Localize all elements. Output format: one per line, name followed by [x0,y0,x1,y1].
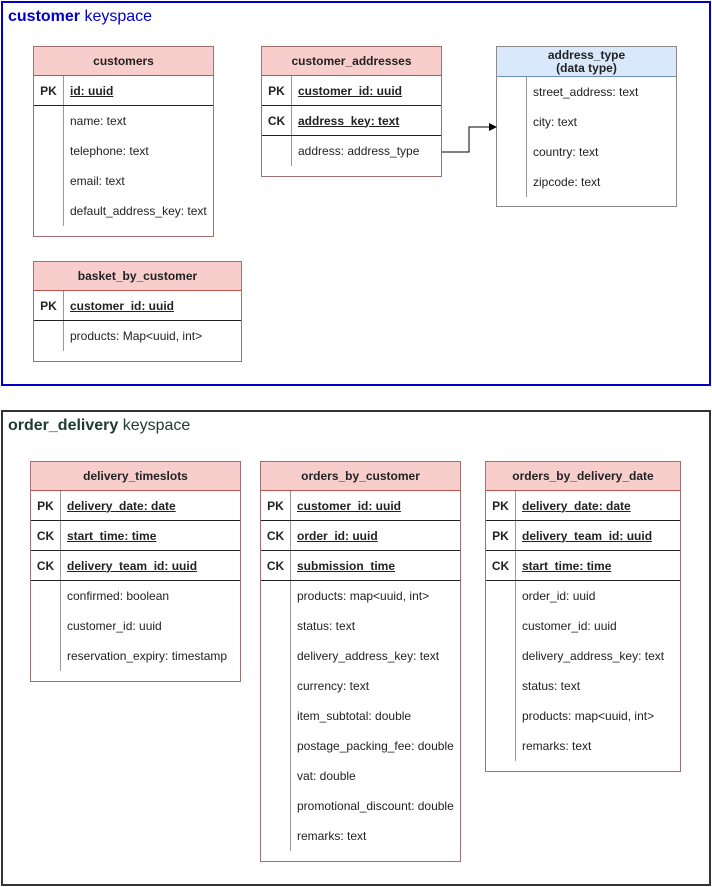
customer-keyspace-title: customer keyspace [8,8,153,25]
connector-arrowhead [489,123,497,131]
key-field: delivery_date: date [67,498,176,513]
table-title: orders_by_customer [301,469,420,483]
attribute-field: delivery_address_key: text [297,649,440,663]
attribute-field: promotional_discount: double [297,799,454,813]
key-type: CK [262,106,292,135]
key-field: start_time: time [67,528,157,543]
attribute-field: country: text [533,145,599,159]
attribute-field: item_subtotal: double [297,709,412,723]
attribute-field: confirmed: boolean [67,589,170,603]
attribute-field: products: map<uuid, int> [522,709,655,723]
order-delivery-keyspace-title: order_delivery keyspace [8,417,191,434]
attribute-field: email: text [70,174,125,188]
table-subtitle: (data type) [556,60,617,75]
attribute-field: order_id: uuid [522,589,596,603]
table-title: basket_by_customer [77,269,198,283]
key-type: PK [31,491,61,520]
table-title: customer_addresses [291,54,412,68]
attribute-field: reservation_expiry: timestamp [67,649,228,663]
key-field: start_time: time [522,558,612,573]
table-title: delivery_timeslots [83,469,188,483]
attribute-field: delivery_address_key: text [522,649,665,663]
attribute-field: remarks: text [297,829,367,843]
key-type: PK [486,491,516,520]
table-title: address_type [547,47,626,62]
attribute-field: address: address_type [298,144,420,158]
key-type: PK [261,491,291,520]
attribute-field: status: text [522,679,581,693]
key-type: PK [262,76,292,105]
key-type: CK [486,551,516,580]
attribute-field: remarks: text [522,739,592,753]
key-type: PK [34,76,64,105]
attribute-field: vat: double [297,769,356,783]
attribute-field: products: map<uuid, int> [297,589,430,603]
attribute-field: postage_packing_fee: double [297,739,454,753]
key-field: delivery_team_id: uuid [522,528,653,543]
attribute-field: street_address: text [533,85,639,99]
attribute-field: customer_id: uuid [67,619,162,633]
attribute-field: default_address_key: text [70,204,207,218]
attribute-field: customer_id: uuid [522,619,617,633]
key-field: submission_time [297,558,396,573]
key-field: address_key: text [298,113,400,128]
attribute-field: city: text [533,115,578,129]
table-title: orders_by_delivery_date [512,469,654,483]
attribute-field: products: Map<uuid, int> [70,329,203,343]
key-type: CK [261,551,291,580]
attribute-field: status: text [297,619,356,633]
key-type: CK [261,521,291,550]
attribute-field: name: text [70,114,127,128]
table-title: customers [93,54,154,68]
key-type: CK [31,551,61,580]
attribute-field: zipcode: text [533,175,601,189]
key-type: PK [486,521,516,550]
attribute-field: telephone: text [70,144,149,158]
key-field: customer_id: uuid [298,83,403,98]
key-field: order_id: uuid [297,528,378,543]
key-field: customer_id: uuid [297,498,402,513]
key-field: delivery_date: date [522,498,631,513]
connector-line [442,127,490,152]
key-type: CK [31,521,61,550]
key-field: delivery_team_id: uuid [67,558,198,573]
key-field: customer_id: uuid [70,298,175,313]
attribute-field: currency: text [297,679,370,693]
key-field: id: uuid [70,83,114,98]
key-type: PK [34,291,64,320]
